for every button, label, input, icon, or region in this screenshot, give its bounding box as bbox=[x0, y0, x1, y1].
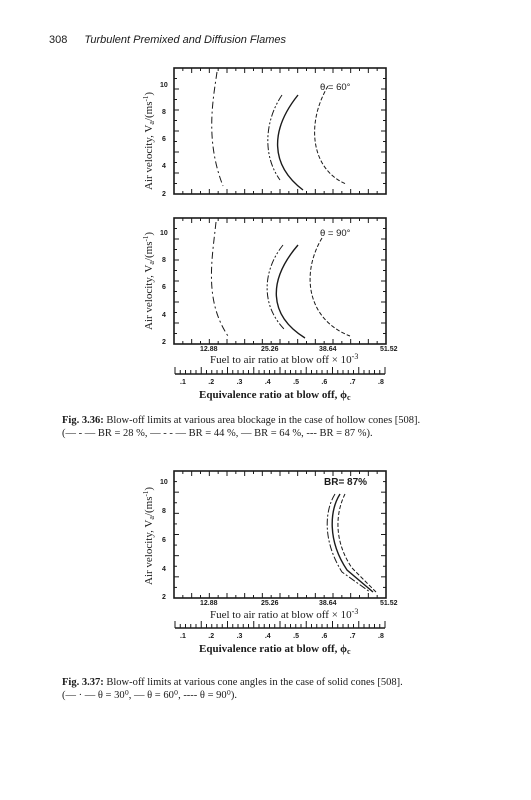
theta-annotation: θ = 90° bbox=[320, 228, 351, 239]
y-tick-label: 10 bbox=[160, 82, 168, 89]
x-axis-label-equivalence: Equivalence ratio at blow off, ϕc bbox=[199, 643, 351, 656]
curve-br-87 bbox=[315, 86, 346, 184]
equivalence-tick-label: .8 bbox=[378, 379, 384, 386]
page-number: 308 bbox=[49, 34, 68, 46]
x-tick-label: 12.88 bbox=[200, 600, 218, 607]
equivalence-tick-label: .8 bbox=[378, 633, 384, 640]
x-tick-label: 51.52 bbox=[380, 600, 398, 607]
equivalence-tick-label: .3 bbox=[236, 633, 243, 640]
caption-legend: (— - — BR = 28 %, — - - — BR = 44 %, — BR = 64 %, --- BR = 87 %). bbox=[62, 428, 373, 439]
frame-ticks bbox=[174, 471, 386, 598]
equivalence-tick-label: .7 bbox=[349, 379, 356, 386]
curve-theta-90 bbox=[338, 494, 376, 592]
caption-text: Blow-off limits at various area blockage in the case of hollow cones [508]. bbox=[106, 415, 421, 426]
x-axis-label-fuel-air: Fuel to air ratio at blow off × $10^{-3}$ bbox=[210, 352, 359, 366]
equivalence-tick-label: .6 bbox=[321, 633, 328, 640]
equivalence-tick-label: .5 bbox=[293, 379, 299, 386]
x-tick-label: 51.52 bbox=[380, 346, 398, 353]
br-annotation: BR= 87% bbox=[324, 477, 368, 488]
caption-label: Fig. 3.37: bbox=[62, 677, 104, 688]
curve-theta-60 bbox=[332, 494, 373, 592]
equivalence-tick-label: .7 bbox=[349, 633, 356, 640]
equivalence-tick-label: .2 bbox=[208, 379, 215, 386]
y-tick-label: 6 bbox=[162, 284, 166, 291]
y-tick-label: 6 bbox=[162, 136, 166, 143]
curve-br-28 bbox=[212, 72, 223, 186]
equivalence-tick-label: .1 bbox=[180, 379, 186, 386]
equivalence-tick-labels bbox=[180, 379, 384, 386]
y-axis-label: Air velocity, $Va/(ms^{-1})$ bbox=[142, 231, 156, 330]
equivalence-axis-ticks bbox=[175, 621, 385, 628]
y-tick-label: 4 bbox=[162, 566, 166, 573]
x-tick-label: 38.64 bbox=[319, 600, 337, 607]
y-tick-label: 6 bbox=[162, 537, 166, 544]
x-tick-label: 12.88 bbox=[200, 346, 218, 353]
y-axis-label: Air velocity, $Va/(ms^{-1})$ bbox=[142, 486, 156, 585]
curve-br-64 bbox=[278, 95, 303, 190]
equivalence-tick-label: .3 bbox=[236, 379, 243, 386]
y-tick-label: 8 bbox=[162, 508, 166, 515]
y-tick-label: 4 bbox=[162, 163, 166, 170]
x-tick-label: 25.26 bbox=[261, 346, 279, 353]
y-axis-label: Air velocity, $Va/(ms^{-1})$ bbox=[142, 91, 156, 190]
plot-frame bbox=[174, 68, 386, 194]
plot-frame bbox=[174, 471, 386, 598]
y-tick-label: 2 bbox=[162, 594, 166, 601]
y-tick-label: 8 bbox=[162, 257, 166, 264]
running-title: Turbulent Premixed and Diffusion Flames bbox=[84, 34, 286, 46]
y-tick-label: 2 bbox=[162, 339, 166, 346]
curve-br-28 bbox=[211, 222, 228, 336]
frame-ticks bbox=[174, 68, 386, 194]
caption-label: Fig. 3.36: bbox=[62, 415, 104, 426]
equivalence-axis-ticks bbox=[175, 367, 385, 374]
x-axis-label-fuel-air: Fuel to air ratio at blow off × $10^{-3}$ bbox=[210, 607, 359, 621]
x-tick-label: 25.26 bbox=[261, 600, 279, 607]
equivalence-tick-label: .5 bbox=[293, 633, 299, 640]
x-axis-label-equivalence: Equivalence ratio at blow off, ϕc bbox=[199, 389, 351, 402]
y-tick-label: 10 bbox=[160, 230, 168, 237]
panel-theta-90 bbox=[142, 218, 398, 402]
x-tick-label: 38.64 bbox=[319, 346, 337, 353]
y-tick-label: 10 bbox=[160, 479, 168, 486]
curve-br-44 bbox=[268, 95, 282, 180]
caption-fig-3-37 bbox=[62, 676, 482, 702]
caption-text: Blow-off limits at various cone angles in the case of solid cones [508]. bbox=[106, 677, 403, 688]
equivalence-tick-label: .2 bbox=[208, 633, 215, 640]
figure-3-37 bbox=[142, 471, 398, 656]
y-tick-label: 8 bbox=[162, 109, 166, 116]
equivalence-tick-label: .4 bbox=[264, 633, 271, 640]
theta-annotation: θ = 60° bbox=[320, 82, 351, 93]
caption-legend: (— · — θ = 30⁰, — θ = 60⁰, ---- θ = 90⁰). bbox=[62, 690, 237, 701]
equivalence-tick-label: .4 bbox=[264, 379, 271, 386]
equivalence-tick-label: .6 bbox=[321, 379, 328, 386]
equivalence-tick-labels bbox=[180, 633, 384, 640]
panel-theta-60 bbox=[142, 68, 386, 198]
y-tick-label: 4 bbox=[162, 312, 166, 319]
y-tick-label: 2 bbox=[162, 191, 166, 198]
curve-br-87 bbox=[310, 238, 350, 336]
curve-br-64 bbox=[276, 245, 305, 338]
equivalence-tick-label: .1 bbox=[180, 633, 186, 640]
caption-fig-3-36 bbox=[62, 414, 482, 440]
